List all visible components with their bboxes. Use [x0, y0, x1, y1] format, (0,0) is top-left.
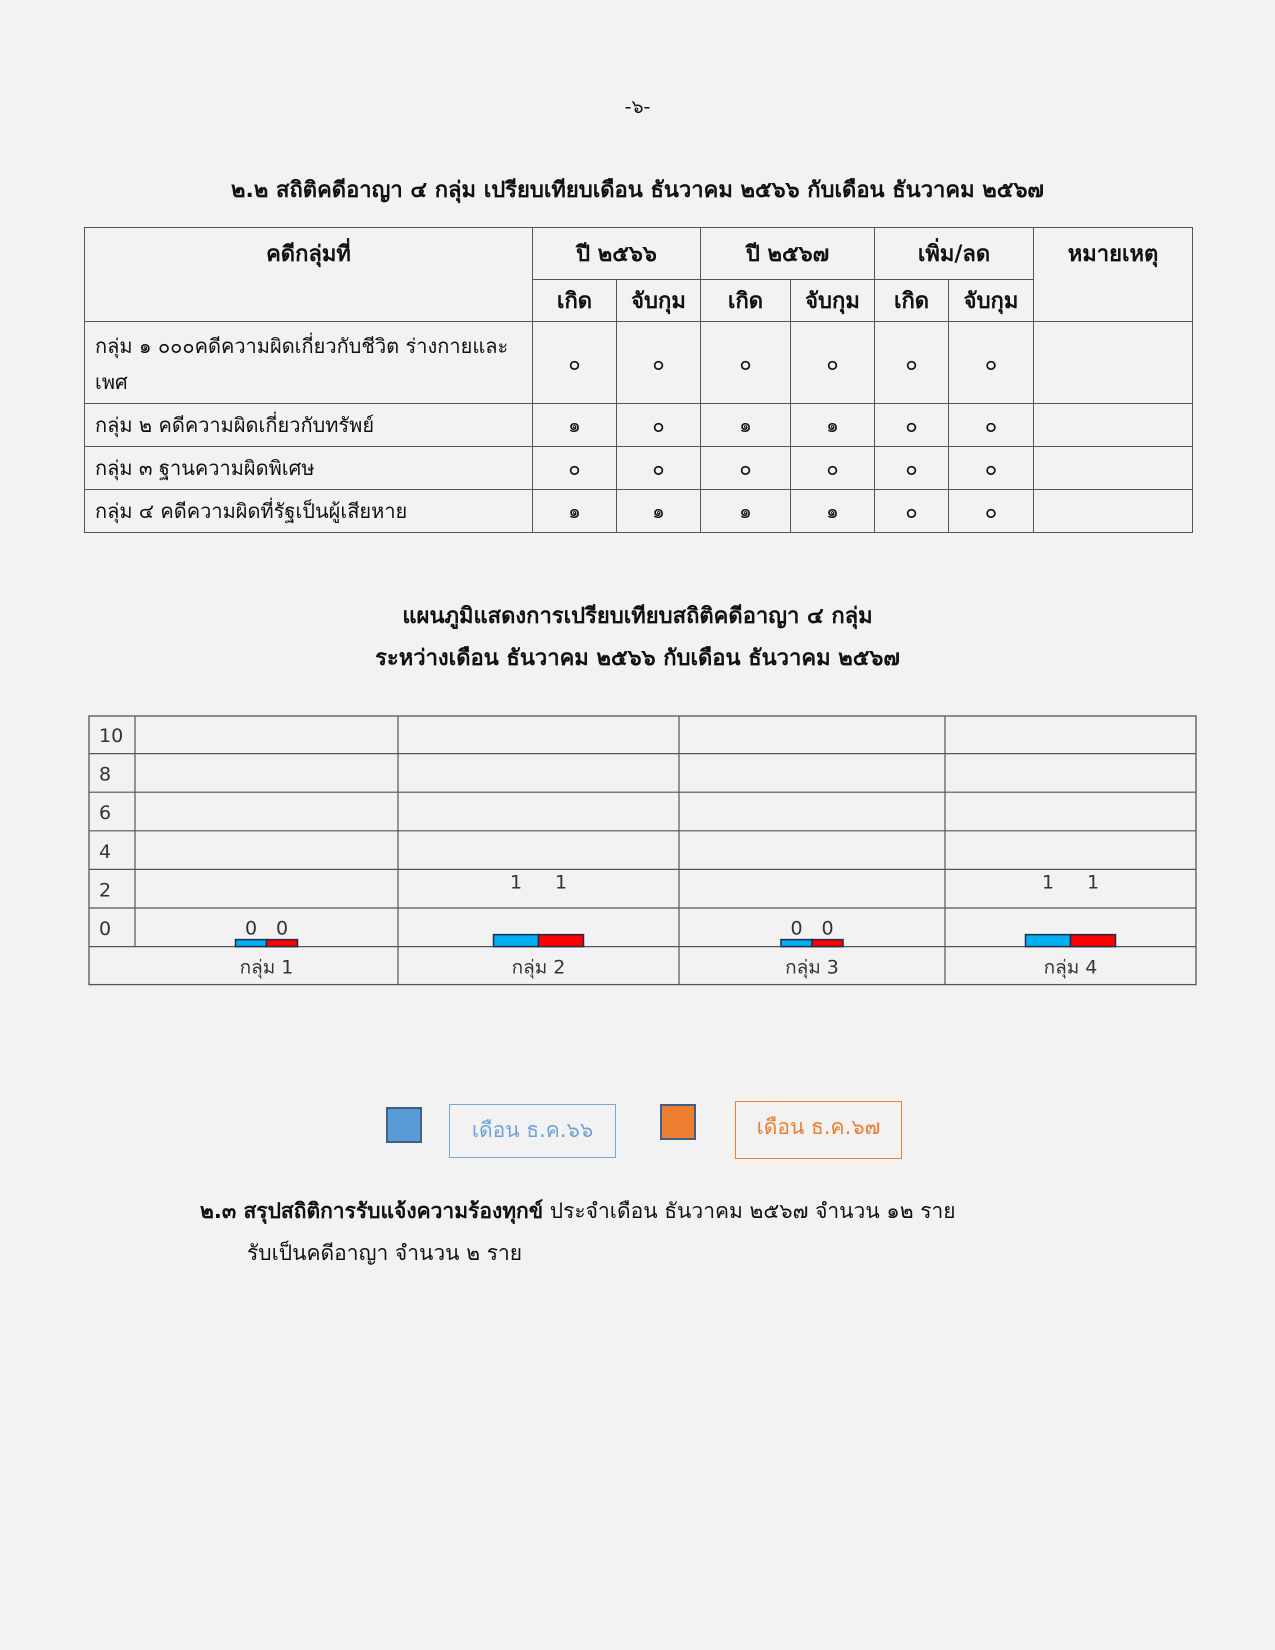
bar	[539, 935, 584, 947]
cell-occur-2567: ๑	[701, 490, 791, 533]
cell-arrest-2567: ๐	[791, 447, 875, 490]
header-group: คดีกลุ่มที่	[85, 228, 533, 322]
cell-note	[1034, 404, 1193, 447]
cell-occur-2566: ๑	[533, 404, 617, 447]
y-tick-label: 10	[99, 725, 124, 747]
header-occur: เกิด	[533, 280, 617, 322]
cell-arrest-2566: ๐	[617, 322, 701, 404]
bar	[494, 935, 539, 947]
cell-diff-arrest: ๐	[949, 447, 1034, 490]
y-tick-label: 0	[99, 918, 112, 940]
cell-occur-2566: ๐	[533, 447, 617, 490]
x-tick-label: กลุ่ม 4	[1043, 956, 1098, 979]
legend-label-2566: เดือน ธ.ค.๖๖	[449, 1104, 616, 1158]
cell-diff-occur: ๐	[875, 447, 949, 490]
summary-text: ประจำเดือน ธันวาคม ๒๕๖๗ จำนวน ๑๒ ราย	[543, 1199, 956, 1223]
cell-arrest-2566: ๐	[617, 447, 701, 490]
header-arrest: จับกุม	[791, 280, 875, 322]
data-label: 1	[1086, 871, 1100, 894]
table-row	[85, 322, 1193, 404]
y-tick-label: 2	[99, 879, 112, 902]
legend-swatch-2567	[660, 1104, 696, 1140]
data-label: 1	[554, 871, 568, 894]
crime-statistics-table	[84, 227, 1193, 533]
table-row	[85, 447, 1193, 490]
cell-diff-occur: ๐	[875, 404, 949, 447]
cell-arrest-2567: ๑	[791, 404, 875, 447]
bar	[1026, 935, 1071, 947]
data-label: 0	[244, 917, 258, 940]
header-occur: เกิด	[875, 280, 949, 322]
cell-arrest-2567: ๑	[791, 490, 875, 533]
header-year-2566: ปี ๒๕๖๖	[533, 228, 701, 280]
cell-diff-arrest: ๐	[949, 404, 1034, 447]
bar-chart	[88, 715, 1198, 989]
table-row	[85, 490, 1193, 533]
legend-label-2567: เดือน ธ.ค.๖๗	[735, 1101, 902, 1159]
section-title: ๒.๒ สถิติคดีอาญา ๔ กลุ่ม เปรียบเทียบเดือน ธันวาคม ๒๕๖๖ กับเดือน ธันวาคม ๒๕๖๗	[231, 178, 1044, 203]
bar	[236, 940, 267, 947]
cell-note	[1034, 322, 1193, 404]
x-tick-label: กลุ่ม 1	[239, 956, 294, 979]
cell-occur-2566: ๐	[533, 322, 617, 404]
y-tick-label: 8	[99, 763, 112, 786]
summary-heading: ๒.๓ สรุปสถิติการรับแจ้งความร้องทุกข์	[200, 1199, 544, 1223]
summary-line2: รับเป็นคดีอาญา จำนวน ๒ ราย	[247, 1241, 523, 1265]
x-tick-label: กลุ่ม 2	[511, 956, 566, 979]
header-note: หมายเหตุ	[1034, 228, 1193, 322]
data-label: 1	[509, 871, 523, 894]
y-tick-label: 4	[99, 840, 112, 863]
table-row	[85, 404, 1193, 447]
chart-title-line1: แผนภูมิแสดงการเปรียบเทียบสถิติคดีอาญา ๔ กลุ่ม	[402, 604, 873, 629]
cell-diff-arrest: ๐	[949, 490, 1034, 533]
header-occur: เกิด	[701, 280, 791, 322]
cell-occur-2566: ๑	[533, 490, 617, 533]
cell-note	[1034, 447, 1193, 490]
header-diff: เพิ่ม/ลด	[875, 228, 1034, 280]
cell-occur-2567: ๐	[701, 447, 791, 490]
data-label: 0	[275, 917, 289, 940]
cell-note	[1034, 490, 1193, 533]
cell-occur-2567: ๑	[701, 404, 791, 447]
row-name: กลุ่ม ๓ ฐานความผิดพิเศษ	[85, 447, 533, 490]
bar	[267, 940, 298, 947]
x-tick-label: กลุ่ม 3	[785, 956, 839, 979]
cell-diff-occur: ๐	[875, 490, 949, 533]
data-label: 0	[821, 917, 834, 940]
cell-diff-occur: ๐	[875, 322, 949, 404]
data-label: 0	[790, 917, 803, 940]
cell-diff-arrest: ๐	[949, 322, 1034, 404]
y-tick-label: 6	[99, 802, 112, 825]
chart-title-line2: ระหว่างเดือน ธันวาคม ๒๕๖๖ กับเดือน ธันวาคม ๒๕๖๗	[375, 646, 900, 671]
bar	[1071, 935, 1116, 947]
page-number: -๖-	[624, 96, 651, 118]
header-arrest: จับกุม	[617, 280, 701, 322]
header-arrest: จับกุม	[949, 280, 1034, 322]
cell-occur-2567: ๐	[701, 322, 791, 404]
row-name: กลุ่ม ๔ คดีความผิดที่รัฐเป็นผู้เสียหาย	[85, 490, 533, 533]
cell-arrest-2566: ๑	[617, 490, 701, 533]
cell-arrest-2566: ๐	[617, 404, 701, 447]
summary-line1	[200, 1195, 956, 1228]
cell-arrest-2567: ๐	[791, 322, 875, 404]
legend-swatch-2566	[386, 1107, 422, 1143]
bar	[781, 940, 812, 947]
data-label: 1	[1041, 871, 1055, 894]
bar	[812, 940, 843, 947]
row-name: กลุ่ม ๒ คดีความผิดเกี่ยวกับทรัพย์	[85, 404, 533, 447]
header-year-2567: ปี ๒๕๖๗	[701, 228, 875, 280]
row-name: กลุ่ม ๑ ๐๐๐คดีความผิดเกี่ยวกับชีวิต ร่างกายและเพศ	[85, 322, 533, 404]
